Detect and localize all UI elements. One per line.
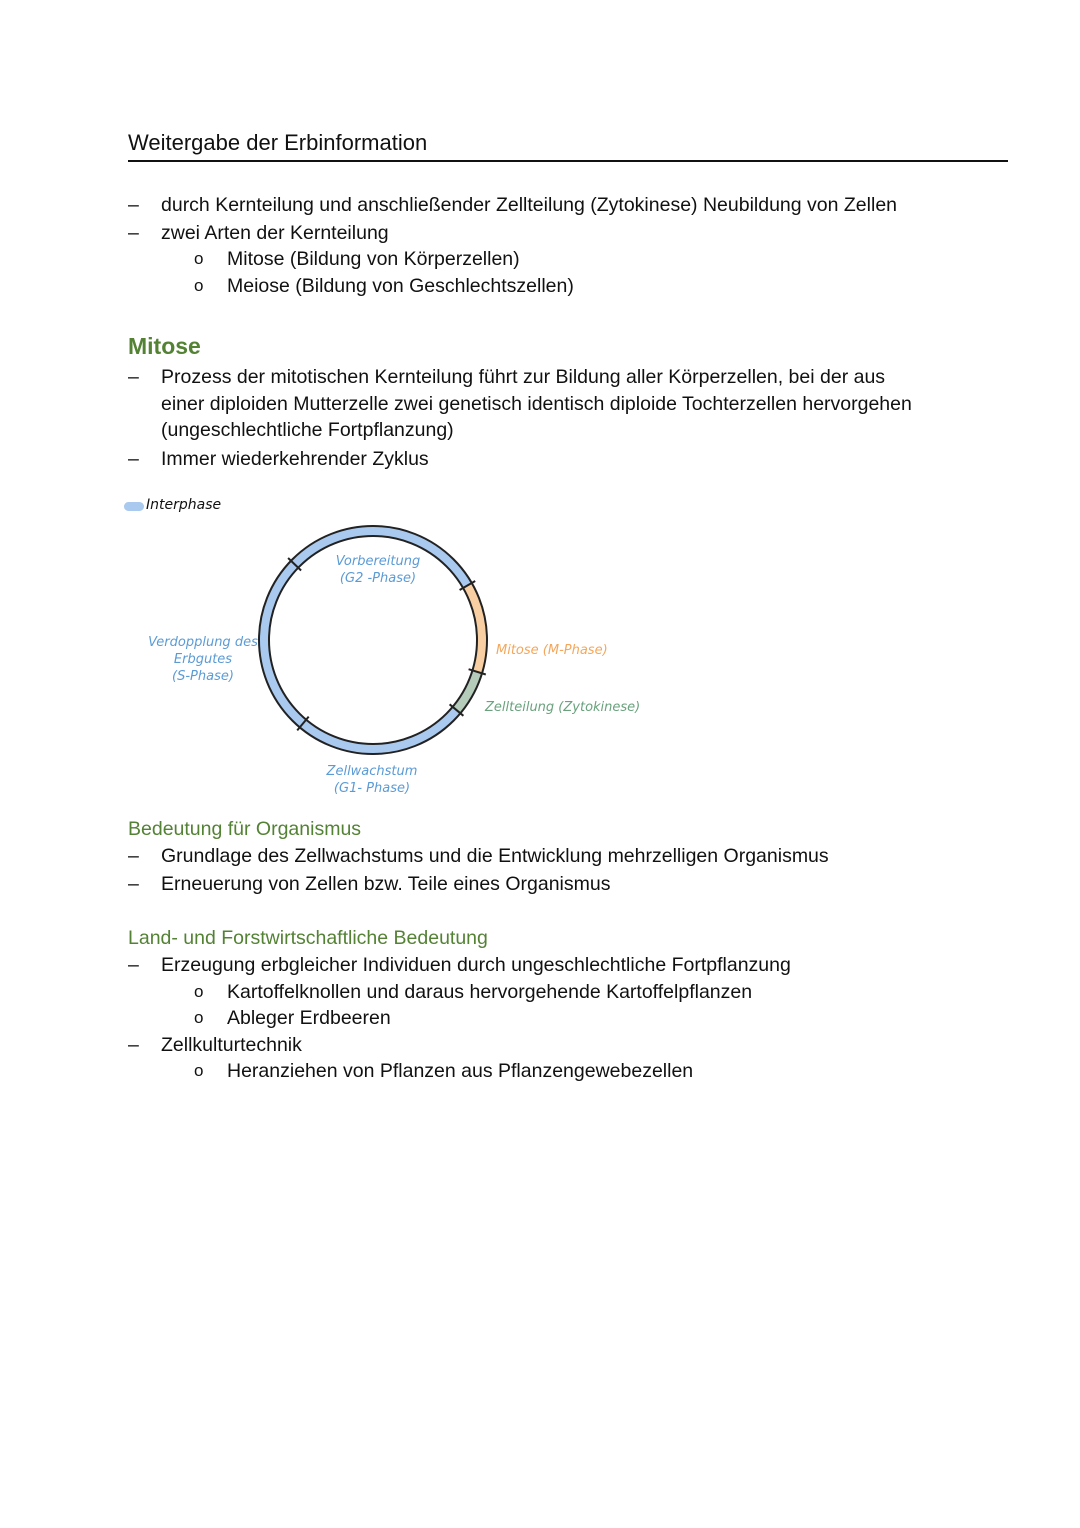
g1-phase-label	[312, 763, 432, 797]
dash-bullet: –	[128, 872, 139, 895]
sub-list-item	[128, 1058, 1008, 1085]
dash-bullet: –	[128, 366, 139, 388]
mitose-section	[128, 331, 1008, 472]
list-item-text: Erzeugung erbgleicher Individuen durch ungeschlechtliche Fortpflanzung	[161, 954, 791, 976]
interphase-legend-label: Interphase	[146, 497, 222, 513]
landforst-heading: Land- und Forstwirtschaftliche Bedeutung	[128, 927, 488, 949]
g2-phase-label-line: Vorbereitung	[335, 554, 421, 569]
circle-bullet: o	[194, 1008, 204, 1027]
list-item	[128, 1032, 1008, 1059]
dash-bullet: –	[128, 1033, 139, 1056]
list-item-text: Immer wiederkehrender Zyklus	[161, 447, 429, 470]
circle-bullet: o	[194, 249, 204, 268]
list-item	[128, 220, 1008, 247]
dash-bullet: –	[128, 845, 139, 867]
dash-bullet: –	[128, 447, 139, 470]
s-phase-label-line: Verdopplung des	[148, 635, 258, 650]
bedeutung-heading: Bedeutung für Organismus	[128, 818, 362, 840]
g2-phase-label-line: (G2 -Phase)	[339, 571, 417, 586]
intro-list	[128, 192, 1008, 299]
list-item	[128, 192, 1008, 219]
s-phase-label-line: Erbgutes	[173, 652, 233, 667]
g1-phase-label-line: Zellwachstum	[326, 764, 418, 779]
list-item-text: Zellkulturtechnik	[161, 1033, 302, 1056]
cell-cycle-diagram	[118, 492, 658, 808]
g2-phase-label	[318, 553, 438, 587]
sub-list-item	[128, 246, 1008, 273]
dash-bullet: –	[128, 221, 139, 244]
circle-bullet: o	[194, 1061, 204, 1080]
dash-bullet: –	[128, 194, 139, 216]
g1-phase-label-line: (G1- Phase)	[333, 781, 411, 796]
interphase-legend-swatch	[124, 502, 144, 511]
list-item	[128, 446, 1008, 473]
list-item-text-line: Prozess der mitotischen Kernteilung führt zur Bildung aller Körperzellen, bei der aus	[161, 366, 886, 388]
circle-bullet: o	[194, 981, 204, 1001]
bedeutung-section	[128, 815, 1008, 897]
sub-list-item-text: Meiose (Bildung von Geschlechtszellen)	[227, 274, 574, 297]
mitose-heading: Mitose	[128, 333, 201, 359]
zytokinese-label: Zellteilung (Zytokinese)	[485, 700, 641, 715]
s-phase-label	[144, 634, 262, 685]
sub-list-item	[128, 1005, 1008, 1032]
sub-list-item-text: Kartoffelknollen und daraus hervorgehende Kartoffelpflanzen	[227, 980, 753, 1003]
list-item	[128, 843, 1008, 870]
sub-list-item	[128, 273, 1008, 300]
list-item	[128, 364, 1008, 444]
landforst-section	[128, 924, 1008, 1085]
m-phase-label: Mitose (M-Phase)	[496, 643, 608, 658]
sub-list-item-text: Ableger Erdbeeren	[227, 1007, 391, 1029]
sub-list-item-text: Heranziehen von Pflanzen aus Pflanzengewebezellen	[227, 1060, 694, 1082]
dash-bullet: –	[128, 954, 139, 976]
list-item-text: Grundlage des Zellwachstums und die Entwicklung mehrzelligen Organismus	[161, 845, 829, 867]
circle-bullet: o	[194, 275, 204, 295]
sub-list-item-text: Mitose (Bildung von Körperzellen)	[227, 248, 520, 270]
s-phase-label-line: (S-Phase)	[172, 669, 234, 684]
list-item-text: Erneuerung von Zellen bzw. Teile eines Organismus	[161, 872, 611, 895]
list-item-text: zwei Arten der Kernteilung	[161, 221, 389, 244]
list-item	[128, 952, 1008, 979]
list-item-text-line: (ungeschlechtliche Fortpflanzung)	[161, 419, 454, 441]
list-item-text: durch Kernteilung und anschließender Zellteilung (Zytokinese) Neubildung von Zellen	[161, 194, 898, 216]
page-title: Weitergabe der Erbinformation	[128, 128, 1008, 162]
list-item-text-line: einer diploiden Mutterzelle zwei genetisch identisch diploide Tochterzellen hervorgehen	[161, 392, 912, 415]
sub-list-item	[128, 979, 1008, 1006]
list-item	[128, 871, 1008, 898]
